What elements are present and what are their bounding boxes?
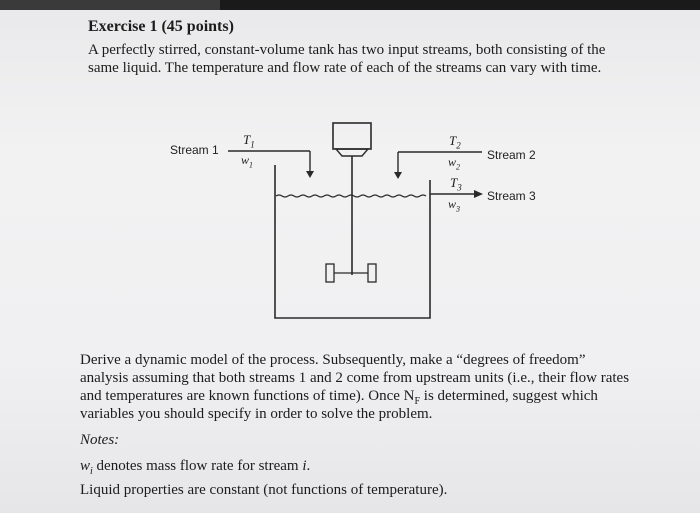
motor-base	[336, 149, 368, 156]
task-line-1: Derive a dynamic model of the process. Subsequently, make a “degrees of freedom”	[80, 352, 586, 368]
T2-label: $T_2$	[449, 133, 461, 151]
intro-line-1: A perfectly stirred, constant-volume tank has two input streams, both consisting of the	[88, 42, 606, 58]
impeller-right-blade	[368, 264, 376, 282]
w2-label: $w_2$	[448, 155, 461, 172]
task-line-4: variables you should specify in order to solve the problem.	[80, 406, 433, 422]
notes-heading: Notes:	[80, 432, 120, 448]
T1-label: $T_1$	[243, 132, 255, 150]
note-1: $w_i$ denotes mass flow rate for stream i.	[80, 458, 311, 477]
stream1-label: Stream 1	[170, 143, 219, 157]
stream3-arrowhead	[474, 190, 483, 198]
w1-label: $w_1$	[241, 153, 254, 170]
T3-label: $T_3$	[450, 175, 462, 193]
stream2-arrowhead	[394, 172, 402, 179]
w3-label: $w_3$	[448, 197, 461, 214]
stirrer-motor	[333, 123, 371, 149]
note-2: Liquid properties are constant (not functions of temperature).	[80, 482, 448, 498]
stream1-arrowhead	[306, 171, 314, 178]
liquid-level	[276, 195, 426, 197]
stream2-label: Stream 2	[487, 148, 536, 162]
task-line-3: and temperatures are known functions of time). Once $N_F$ is determined, suggest which	[80, 388, 598, 407]
impeller-left-blade	[326, 264, 334, 282]
intro-line-2: same liquid. The temperature and flow rate of each of the streams can vary with time.	[88, 60, 602, 76]
exercise-title: Exercise 1 (45 points)	[88, 18, 234, 35]
stream3-label: Stream 3	[487, 189, 536, 203]
task-line-2: analysis assuming that both streams 1 and 2 come from upstream units (i.e., their flow rates	[80, 370, 630, 386]
